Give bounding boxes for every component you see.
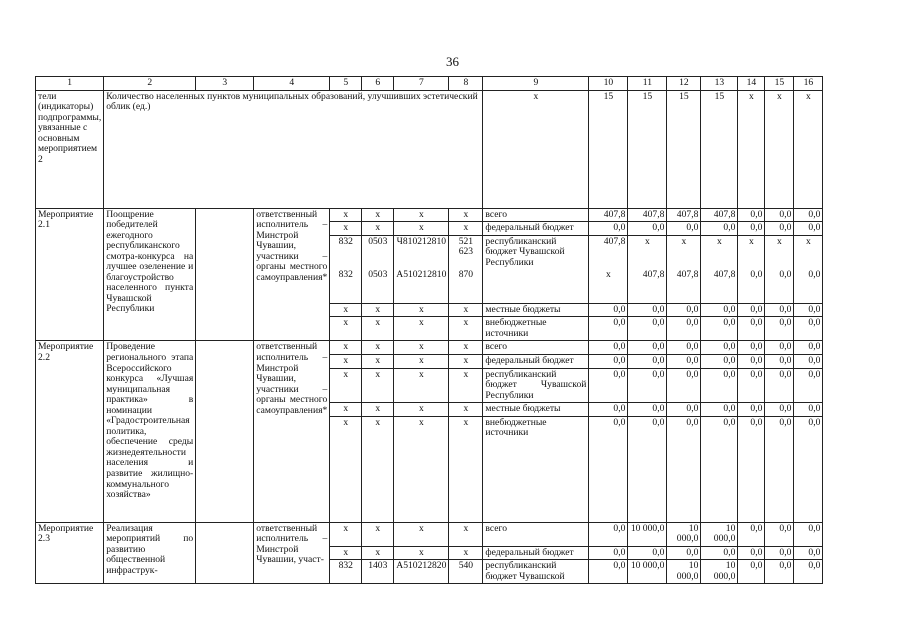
value-cell: x [765, 90, 794, 208]
value-cell: 0,0 [738, 354, 765, 368]
value-cell: 0,0 [589, 341, 628, 355]
code-cell: x [394, 416, 449, 522]
value-cell: 0,0 [701, 368, 738, 403]
code-cell: x [394, 341, 449, 355]
code-cell: x [362, 208, 394, 222]
value-cell: x [794, 235, 823, 269]
value-cell: 0,0 [765, 560, 794, 584]
header-cell: 3 [196, 77, 254, 91]
code-cell: 870 [449, 269, 483, 303]
value-cell: 0,0 [765, 416, 794, 522]
value-cell: 0,0 [794, 341, 823, 355]
value-cell: 0,0 [765, 403, 794, 417]
source-cell: федеральный бюджет [483, 546, 589, 560]
value-cell: 0,0 [738, 416, 765, 522]
source-cell: федеральный бюджет [483, 222, 589, 236]
value-cell: 0,0 [738, 368, 765, 403]
code-cell: x [362, 546, 394, 560]
code-cell: x [362, 222, 394, 236]
measure-description: Проведение регионального этапа Всероссийского конкурса «Лучшая муниципальная практика» в номинации «Градостроительная политика, обеспечение среды жизнедеятельности населения и развитие жилищно-коммунального хозяйства» [104, 341, 196, 522]
value-cell: 0,0 [794, 269, 823, 303]
code-cell: 521 623 [449, 235, 483, 269]
code-cell: x [362, 354, 394, 368]
measure-executor: ответственный исполнитель – Минстрой Чувашии, участники – органы местного самоуправления* [254, 208, 330, 341]
value-cell: 0,0 [701, 546, 738, 560]
header-row [36, 77, 823, 91]
value-cell: 0,0 [701, 354, 738, 368]
measure-name: Мероприятие 2.1 [36, 208, 104, 341]
value-cell: 0,0 [738, 208, 765, 222]
value-cell: 0,0 [667, 317, 701, 341]
measure-name: Мероприятие 2.3 [36, 522, 104, 584]
value-cell: 0,0 [794, 522, 823, 546]
value-cell: 0,0 [765, 546, 794, 560]
value-cell: 10 000,0 [701, 522, 738, 546]
code-cell: x [449, 354, 483, 368]
code-cell: x [449, 546, 483, 560]
header-cell: 16 [794, 77, 823, 91]
value-cell: 0,0 [794, 560, 823, 584]
code-cell: x [330, 368, 362, 403]
value-cell: x [667, 235, 701, 269]
value-cell: 407,8 [667, 208, 701, 222]
value-cell: 0,0 [628, 546, 667, 560]
header-cell: 11 [628, 77, 667, 91]
code-cell: x [449, 341, 483, 355]
indicator-row [36, 90, 823, 208]
code-cell: 832 [330, 235, 362, 269]
value-cell: 0,0 [794, 317, 823, 341]
value-cell: x [738, 90, 765, 208]
header-cell: 1 [36, 77, 104, 91]
code-cell: x [330, 317, 362, 341]
code-cell: x [362, 341, 394, 355]
code-cell: 832 [330, 269, 362, 303]
code-cell: x [394, 403, 449, 417]
indicator-text: Количество населенных пунктов муниципальных образований, улучшивших эстетический облик (ед.) [104, 90, 483, 208]
value-cell: 0,0 [589, 416, 628, 522]
code-cell: x [362, 522, 394, 546]
source-cell: местные бюджеты [483, 403, 589, 417]
value-cell: 10 000,0 [628, 522, 667, 546]
code-cell: 0503 [362, 269, 394, 303]
value-cell: 0,0 [794, 208, 823, 222]
value-cell: 407,8 [589, 235, 628, 269]
code-cell: 540 [449, 560, 483, 584]
header-cell: 10 [589, 77, 628, 91]
value-cell: 10 000,0 [701, 560, 738, 584]
value-cell: 0,0 [738, 341, 765, 355]
value-cell: 0,0 [589, 522, 628, 546]
source-cell: внебюджетные источники [483, 416, 589, 522]
value-cell: 0,0 [667, 368, 701, 403]
code-cell: x [449, 317, 483, 341]
indicator-source: x [483, 90, 589, 208]
code-cell: x [330, 222, 362, 236]
table-row [36, 341, 823, 355]
value-cell: 0,0 [589, 354, 628, 368]
code-cell: А510212810 [394, 269, 449, 303]
code-cell: x [330, 416, 362, 522]
header-cell: 8 [449, 77, 483, 91]
header-cell: 14 [738, 77, 765, 91]
value-cell: 0,0 [738, 269, 765, 303]
code-cell: x [362, 368, 394, 403]
value-cell: 407,8 [701, 269, 738, 303]
code-cell: 0503 [362, 235, 394, 269]
source-cell: республиканский бюджет Чувашской Республики [483, 368, 589, 403]
value-cell: 0,0 [589, 560, 628, 584]
value-cell: 0,0 [667, 222, 701, 236]
value-cell: 0,0 [589, 317, 628, 341]
code-cell: x [330, 522, 362, 546]
code-cell: x [394, 368, 449, 403]
code-cell: x [449, 303, 483, 317]
value-cell: 0,0 [765, 222, 794, 236]
budget-table [35, 76, 823, 584]
measure-executor: ответственный исполнитель – Минстрой Чувашии, участники – органы местного самоуправления* [254, 341, 330, 522]
value-cell: 0,0 [701, 403, 738, 417]
code-cell: x [394, 354, 449, 368]
value-cell: 0,0 [738, 560, 765, 584]
value-cell: 0,0 [701, 317, 738, 341]
value-cell: 0,0 [701, 222, 738, 236]
value-cell: 0,0 [738, 522, 765, 546]
value-cell: 0,0 [794, 222, 823, 236]
value-cell: 0,0 [628, 303, 667, 317]
code-cell: x [394, 522, 449, 546]
value-cell: 407,8 [701, 208, 738, 222]
value-cell: x [628, 235, 667, 269]
code-cell: x [330, 208, 362, 222]
header-cell: 13 [701, 77, 738, 91]
code-cell: x [394, 208, 449, 222]
code-cell: x [449, 208, 483, 222]
value-cell: 0,0 [628, 222, 667, 236]
value-cell: 407,8 [667, 269, 701, 303]
value-cell: 0,0 [667, 354, 701, 368]
indicator-label: тели (индикаторы) подпрограммы, увязанные с основным мероприятием 2 [36, 90, 104, 208]
value-cell: 0,0 [589, 368, 628, 403]
value-cell: 0,0 [738, 222, 765, 236]
value-cell: x [701, 235, 738, 269]
value-cell: 0,0 [794, 546, 823, 560]
code-cell: x [394, 303, 449, 317]
header-cell: 15 [765, 77, 794, 91]
code-cell: x [330, 546, 362, 560]
code-cell: x [394, 546, 449, 560]
value-cell: x [738, 235, 765, 269]
value-cell: 0,0 [667, 546, 701, 560]
value-cell: 0,0 [738, 546, 765, 560]
value-cell: 0,0 [628, 403, 667, 417]
measure-description: Поощрение победителей ежегодного республиканского смотра-конкурса на лучшее озеленение и благоустройство населенного пункта Чувашской Республики [104, 208, 196, 341]
value-cell: 0,0 [628, 368, 667, 403]
header-cell: 6 [362, 77, 394, 91]
value-cell: 15 [701, 90, 738, 208]
code-cell: x [394, 222, 449, 236]
code-cell: x [362, 403, 394, 417]
value-cell: 15 [667, 90, 701, 208]
value-cell: 0,0 [765, 269, 794, 303]
value-cell: 0,0 [765, 354, 794, 368]
value-cell: 0,0 [628, 341, 667, 355]
value-cell: 0,0 [765, 317, 794, 341]
source-cell [483, 269, 589, 303]
measure-name: Мероприятие 2.2 [36, 341, 104, 522]
code-cell: 1403 [362, 560, 394, 584]
value-cell: x [765, 235, 794, 269]
value-cell: 0,0 [738, 403, 765, 417]
value-cell: 10 000,0 [628, 560, 667, 584]
header-cell: 2 [104, 77, 196, 91]
value-cell: 0,0 [628, 416, 667, 522]
value-cell: 0,0 [667, 416, 701, 522]
value-cell: x [794, 90, 823, 208]
code-cell: x [330, 303, 362, 317]
empty-cell [196, 341, 254, 522]
code-cell: x [449, 368, 483, 403]
value-cell: 0,0 [589, 546, 628, 560]
value-cell: 0,0 [765, 522, 794, 546]
source-cell: республиканский бюджет Чувашской [483, 560, 589, 584]
value-cell: 407,8 [628, 269, 667, 303]
source-cell: республиканский бюджет Чувашской Республики [483, 235, 589, 269]
value-cell: 0,0 [628, 317, 667, 341]
code-cell: x [449, 522, 483, 546]
value-cell: 10 000,0 [667, 522, 701, 546]
value-cell: 0,0 [794, 416, 823, 522]
measure-executor: ответственный исполнитель – Минстрой Чувашии, участ- [254, 522, 330, 584]
value-cell: 0,0 [701, 341, 738, 355]
value-cell: x [589, 269, 628, 303]
code-cell: x [449, 222, 483, 236]
source-cell: внебюджетные источники [483, 317, 589, 341]
value-cell: 407,8 [628, 208, 667, 222]
value-cell: 0,0 [589, 303, 628, 317]
value-cell: 0,0 [628, 354, 667, 368]
value-cell: 0,0 [667, 341, 701, 355]
page-number: 36 [446, 54, 459, 69]
code-cell: x [362, 317, 394, 341]
code-cell: x [362, 416, 394, 522]
value-cell: 0,0 [765, 303, 794, 317]
value-cell: 10 000,0 [667, 560, 701, 584]
value-cell: 0,0 [701, 303, 738, 317]
code-cell: Ч810212810 [394, 235, 449, 269]
table-row [36, 208, 823, 222]
value-cell: 0,0 [589, 222, 628, 236]
value-cell: 0,0 [794, 403, 823, 417]
empty-cell [196, 208, 254, 341]
source-cell: всего [483, 341, 589, 355]
value-cell: 0,0 [765, 341, 794, 355]
header-cell: 4 [254, 77, 330, 91]
value-cell: 0,0 [667, 303, 701, 317]
value-cell: 0,0 [765, 368, 794, 403]
code-cell: x [330, 354, 362, 368]
value-cell: 15 [628, 90, 667, 208]
value-cell: 0,0 [794, 354, 823, 368]
value-cell: 0,0 [738, 303, 765, 317]
header-cell: 12 [667, 77, 701, 91]
value-cell: 0,0 [794, 368, 823, 403]
code-cell: x [449, 416, 483, 522]
code-cell: 832 [330, 560, 362, 584]
value-cell: 0,0 [701, 416, 738, 522]
empty-cell [196, 522, 254, 584]
header-cell: 7 [394, 77, 449, 91]
value-cell: 0,0 [794, 303, 823, 317]
source-cell: местные бюджеты [483, 303, 589, 317]
value-cell: 407,8 [589, 208, 628, 222]
value-cell: 0,0 [589, 403, 628, 417]
code-cell: x [330, 341, 362, 355]
code-cell: x [449, 403, 483, 417]
value-cell: 0,0 [667, 403, 701, 417]
header-cell: 5 [330, 77, 362, 91]
value-cell: 15 [589, 90, 628, 208]
code-cell: А510212820 [394, 560, 449, 584]
value-cell: 0,0 [738, 317, 765, 341]
source-cell: всего [483, 208, 589, 222]
header-cell: 9 [483, 77, 589, 91]
code-cell: x [394, 317, 449, 341]
code-cell: x [362, 303, 394, 317]
source-cell: федеральный бюджет [483, 354, 589, 368]
measure-description: Реализация мероприятий по развитию общественной инфраструк- [104, 522, 196, 584]
value-cell: 0,0 [765, 208, 794, 222]
table-row [36, 522, 823, 546]
code-cell: x [330, 403, 362, 417]
source-cell: всего [483, 522, 589, 546]
